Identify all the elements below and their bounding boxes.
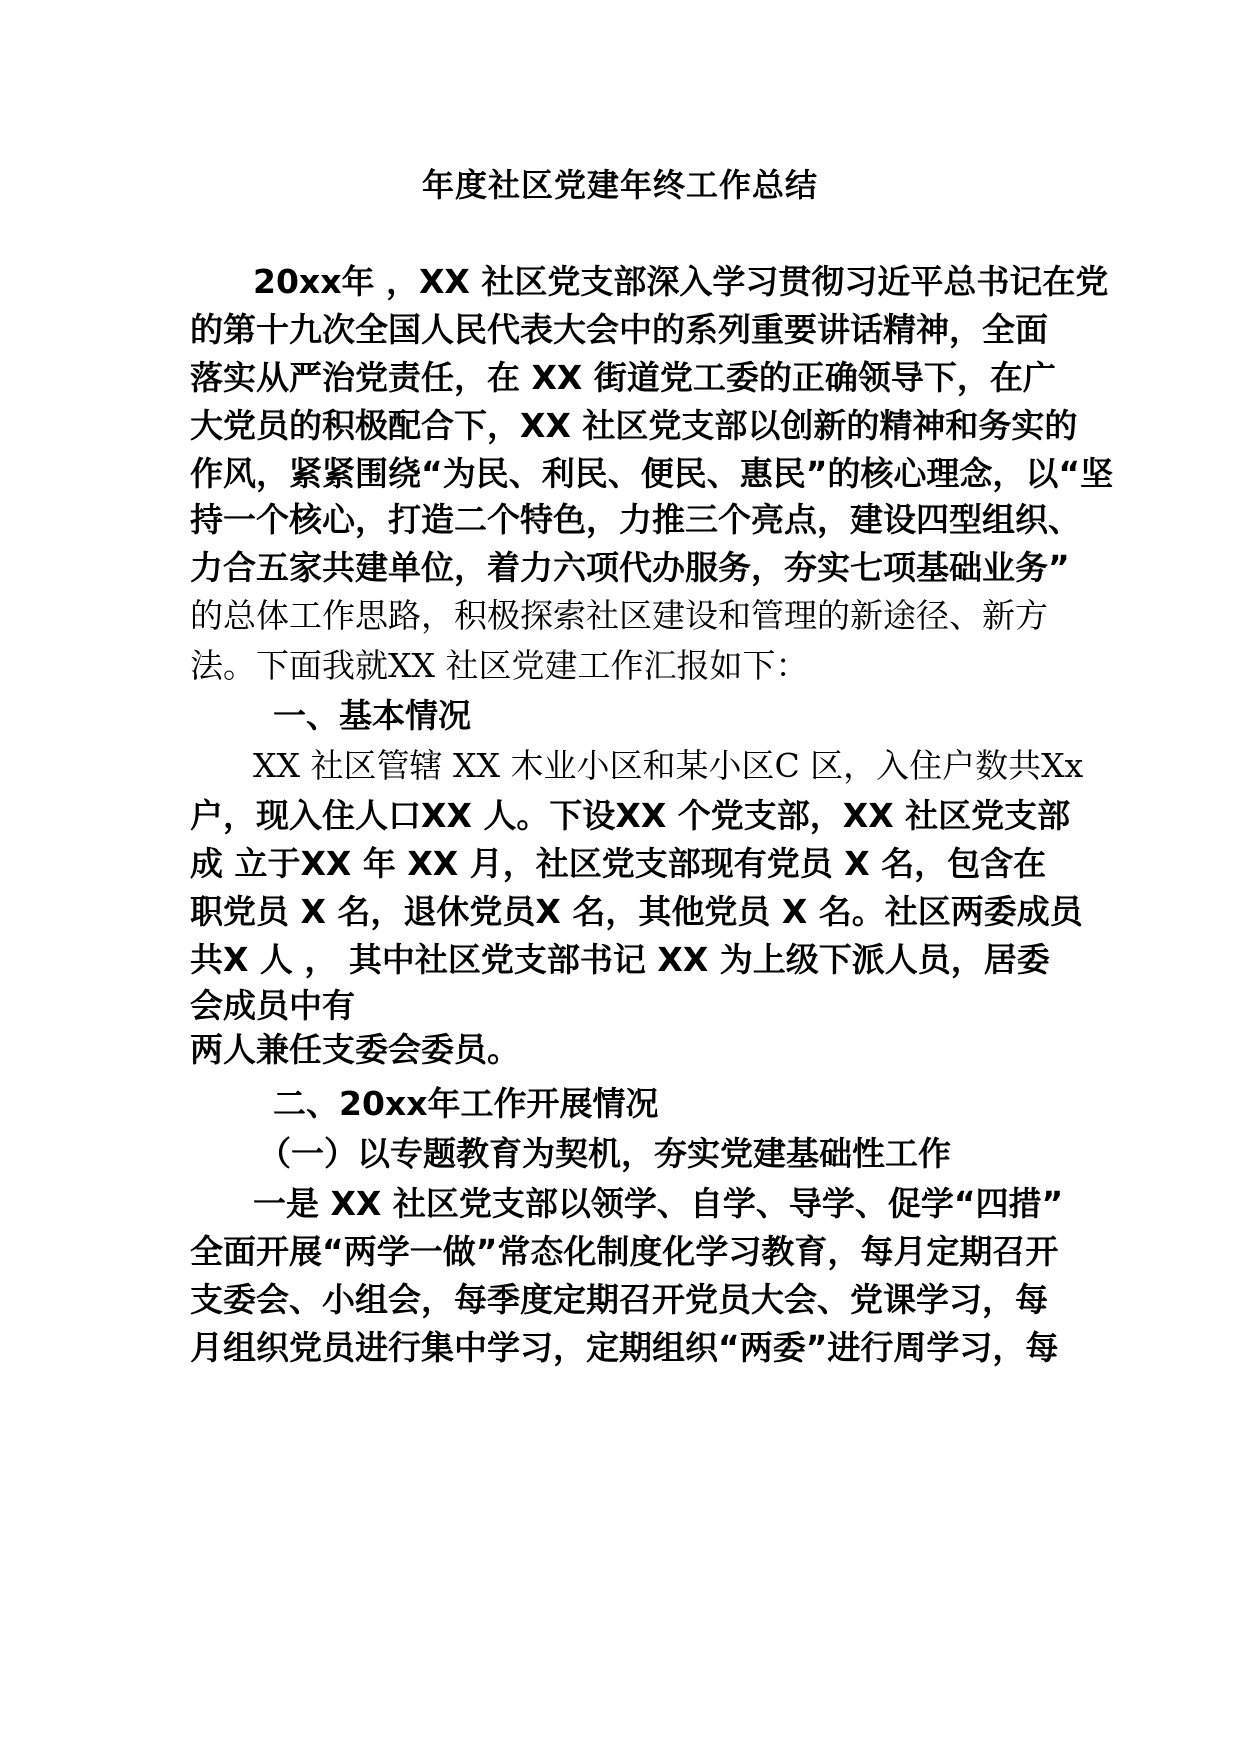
subsection-heading: （一）以专题教育为契机，夯实党建基础性工作: [258, 1134, 951, 1173]
paragraph-line: 作风，紧紧围绕“为民、利民、便民、惠民”的核心理念，以“坚: [190, 454, 1114, 493]
paragraph-line: 支委会、小组会，每季度定期召开党员大会、党课学习，每: [190, 1280, 1048, 1319]
section-heading: 一、基本情况: [273, 696, 471, 735]
paragraph-line: XX 社区管辖 XX 木业小区和某小区C 区，入住户数共Xx: [253, 746, 1084, 785]
paragraph-line: 户，现入住人口XX 人。下设XX 个党支部，XX 社区党支部: [190, 796, 1071, 835]
paragraph-line: 全面开展“两学一做”常态化制度化学习教育，每月定期召开: [190, 1232, 1059, 1271]
paragraph-line: 法。下面我就XX 社区党建工作汇报如下：: [190, 646, 809, 685]
section-heading: 二、20xx年工作开展情况: [273, 1084, 659, 1123]
paragraph-line: 两人兼任支委会委员。: [190, 1030, 520, 1069]
paragraph-line: 一是 XX 社区党支部以领学、自学、导学、促学“四措”: [253, 1184, 1064, 1223]
paragraph-line: 大党员的积极配合下，XX 社区党支部以创新的精神和务实的: [190, 406, 1078, 445]
paragraph-line: 20xx年 ，XX 社区党支部深入学习贯彻习近平总书记在党: [253, 262, 1109, 301]
paragraph-line: 成 立于XX 年 XX 月，社区党支部现有党员 X 名，包含在: [190, 844, 1047, 883]
paragraph-line: 的第十九次全国人民代表大会中的系列重要讲话精神，全面: [190, 310, 1048, 349]
paragraph-line: 会成员中有: [190, 986, 355, 1025]
paragraph-line: 持一个核心，打造二个特色，力推三个亮点，建设四型组织、: [190, 500, 1081, 539]
paragraph-line: 职党员 X 名，退休党员X 名，其他党员 X 名。社区两委成员: [190, 892, 1083, 931]
paragraph-line: 落实从严治党责任，在 XX 街道党工委的正确领导下，在广: [190, 358, 1056, 397]
paragraph-line: 月组织党员进行集中学习，定期组织“两委”进行周学习，每: [190, 1328, 1059, 1367]
document-title: 年度社区党建年终工作总结: [421, 166, 818, 204]
paragraph-line: 共X 人 ， 其中社区党支部书记 XX 为上级下派人员，居委: [190, 940, 1050, 979]
paragraph-line: 力合五家共建单位，着力六项代办服务，夯实七项基础业务”: [190, 548, 1070, 587]
paragraph-line: 的总体工作思路，积极探索社区建设和管理的新途径、新方: [190, 596, 1048, 635]
